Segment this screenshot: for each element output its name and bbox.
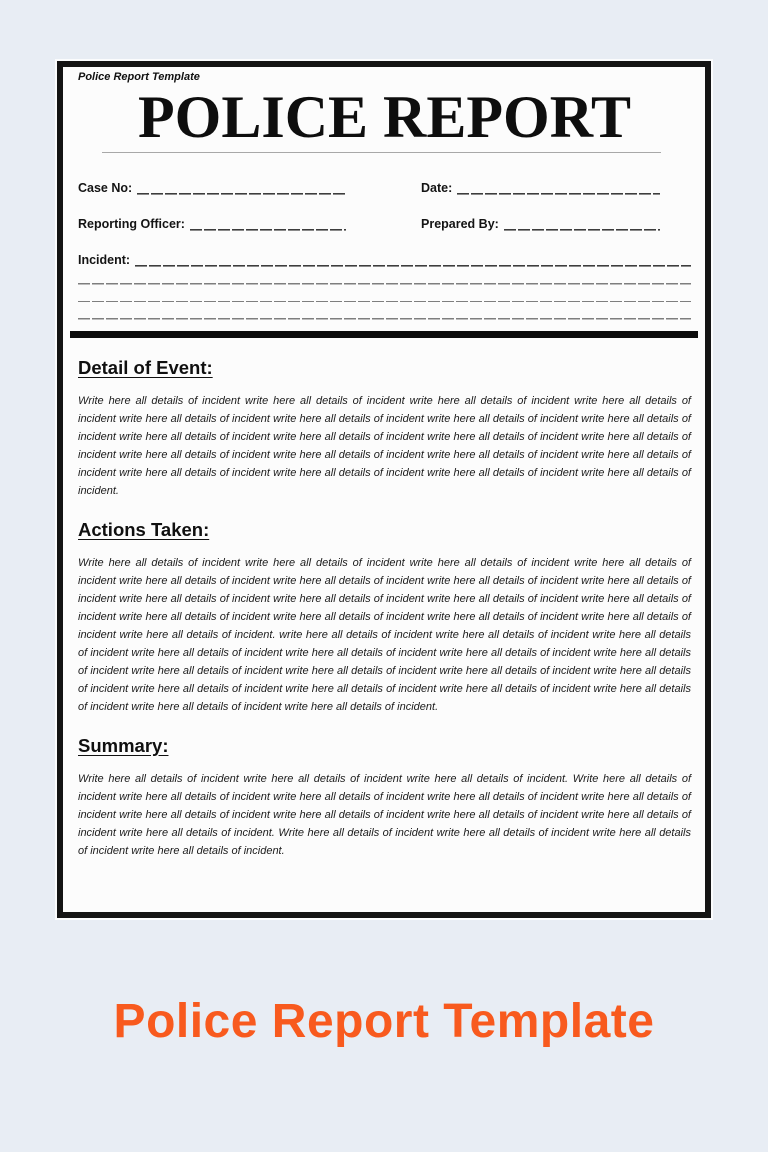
reporting-officer-label: Reporting Officer: bbox=[78, 217, 185, 231]
incident-continuation-line bbox=[78, 267, 691, 285]
case-no-field bbox=[78, 176, 346, 195]
incident-label: Incident: bbox=[78, 253, 131, 267]
police-report-document bbox=[57, 61, 711, 918]
reporting-officer-blank-line bbox=[190, 219, 346, 231]
incident-continuation-line bbox=[78, 302, 691, 320]
incident-blank-line bbox=[135, 255, 691, 267]
date-label: Date: bbox=[421, 181, 453, 195]
section-divider-bar bbox=[70, 331, 698, 338]
reporting-officer-field bbox=[78, 212, 346, 231]
section-body-detail-of-event: Write here all details of incident write here all details of incident write here all details of incident write here all details of incident write here all details of incident write here all details of incident write here all details of incident write here all details of incident write here all details of incident write here all details of incident write here all details of incident write here all details of incident write here all details of incident write here all details of incident write here all details of incident write here all details of incident write here all details of incident write here all details of incident write here all details of incident write here all details of incident. bbox=[78, 394, 691, 497]
document-title: POLICE REPORT bbox=[138, 84, 631, 150]
incident-continuation-line bbox=[78, 285, 691, 303]
section-body-actions-taken: Write here all details of incident write here all details of incident write here all details of incident write here all details of incident write here all details of incident write here all details of incident write here all details of incident write here all details of incident write here all details of incident write here all details of incident write here all details of incident write here all details of incident write here all details of incident write here all details of incident write here all details of incident write here all details of incident write here all details of incident. write here all details of incident write here all details of incident write here all details of incident write here all details of incident write here all details of incident write here all details of incident write here all details of incident write here all details of incident write here all details of incident write here all details of incident write here all details of incident write here all details of incident write here all details of incident write here all details of incident write here all details of incident write here all details of incident write here all details of incident. bbox=[78, 556, 691, 713]
title-underline-rule bbox=[102, 152, 661, 153]
date-blank-line bbox=[457, 183, 660, 195]
prepared-by-blank-line bbox=[504, 219, 660, 231]
incident-field bbox=[78, 248, 691, 267]
document-header-label: Police Report Template bbox=[78, 71, 200, 83]
date-field bbox=[421, 176, 660, 195]
prepared-by-field bbox=[421, 212, 660, 231]
section-heading-summary: Summary: bbox=[78, 734, 169, 756]
case-no-label: Case No: bbox=[78, 181, 133, 195]
section-heading-detail-of-event: Detail of Event: bbox=[78, 356, 213, 378]
section-heading-actions-taken: Actions Taken: bbox=[78, 518, 210, 540]
section-body-summary: Write here all details of incident write here all details of incident write here all details of incident. Write here all details of incident write here all details of incident write here all details of incident write here all details of incident write here all details of incident write here all details of incident write here all details of incident write here all details of incident write here all details of incident write here all details of incident. Write here all details of incident write here all details of incident write here all details of incident write here all details of incident. bbox=[78, 772, 691, 857]
header-fields bbox=[78, 176, 691, 248]
case-no-blank-line bbox=[137, 183, 346, 195]
prepared-by-label: Prepared By: bbox=[421, 217, 499, 231]
poster-caption: Police Report Template bbox=[113, 995, 655, 1048]
